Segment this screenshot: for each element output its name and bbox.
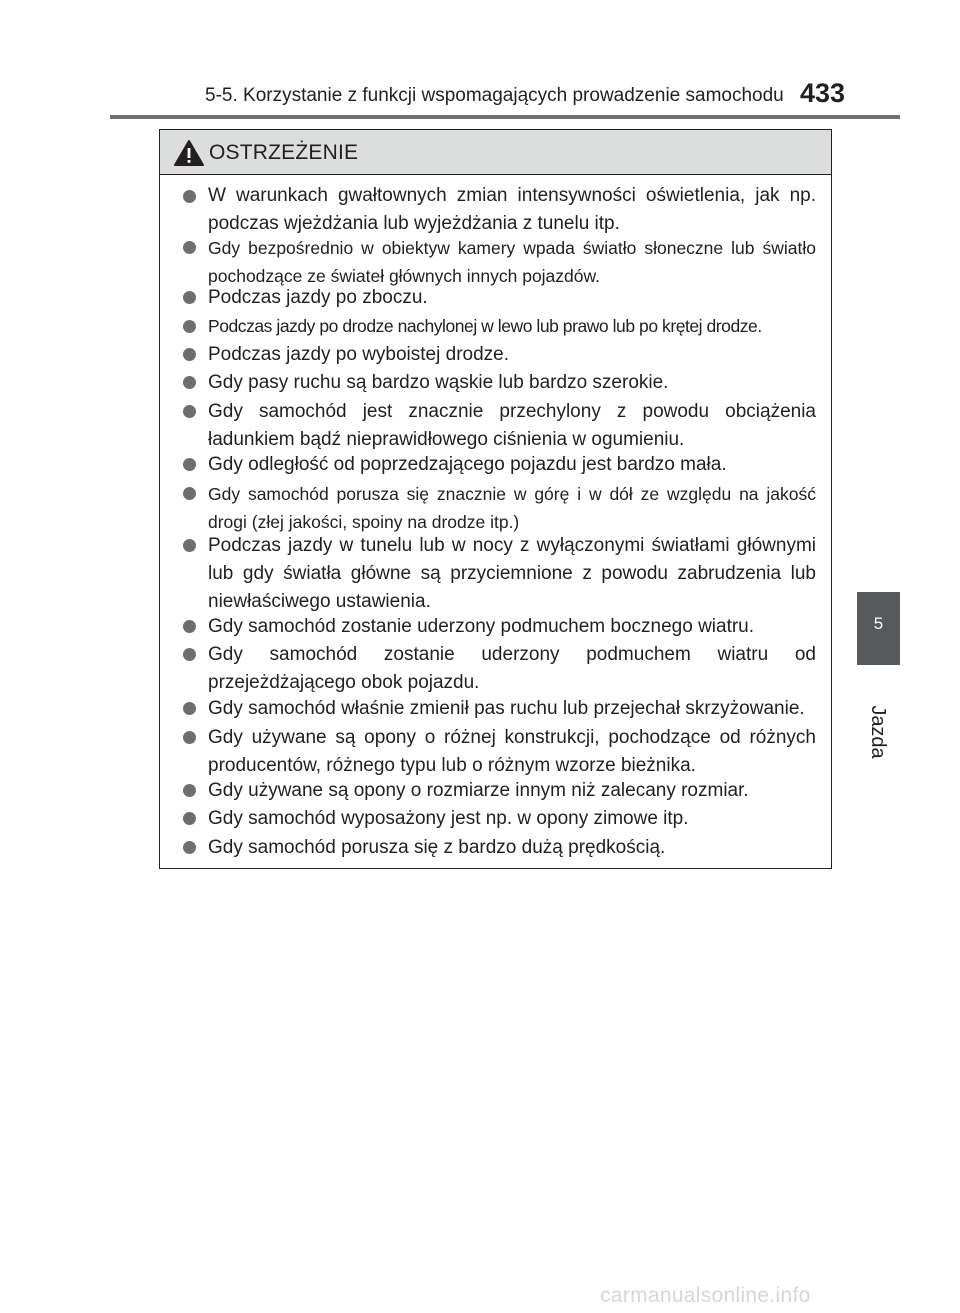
- header-divider: [110, 115, 900, 119]
- page-number: 433: [800, 78, 846, 108]
- warning-title: OSTRZEŻENIE: [209, 141, 359, 164]
- chapter-label-text: Jazda: [867, 705, 889, 759]
- list-item: Gdy pasy ruchu są bardzo wąskie lub bardzo szerokie.: [208, 372, 669, 393]
- list-item: Gdy samochód porusza się z bardzo dużą prędkością.: [208, 837, 666, 858]
- warning-box: [159, 129, 832, 869]
- bullet-icon: [183, 320, 196, 333]
- bullet-icon: [183, 190, 196, 203]
- list-item: Gdy samochód zostanie uderzony podmuchem bocznego wiatru.: [208, 616, 755, 637]
- warning-triangle-icon: [173, 139, 205, 167]
- bullet-icon: [183, 241, 196, 254]
- bullet-icon: [183, 620, 196, 633]
- list-item: Gdy samochód porusza się znacznie w górę i w dół ze względu na jakość drogi (złej jakości, spoiny na drodze itp.): [208, 484, 816, 532]
- list-item: Gdy bezpośrednio w obiektyw kamery wpada światło słoneczne lub światło pochodzące ze świateł głównych innych pojazdów.: [208, 238, 816, 286]
- list-item: Podczas jazdy w tunelu lub w nocy z wyłączonymi światłami głównymi lub gdy światła główne są przyciemnione z powodu zabrudzenia lub niewłaściwego ustawienia.: [208, 535, 816, 612]
- chapter-label: [864, 692, 892, 772]
- watermark: carmanualsonline.info: [600, 1284, 811, 1307]
- bullet-icon: [183, 376, 196, 389]
- chapter-number: 5: [873, 614, 884, 633]
- bullet-icon: [183, 702, 196, 715]
- chapter-tab[interactable]: [857, 592, 900, 665]
- list-item: Gdy używane są opony o rozmiarze innym niż zalecany rozmiar.: [208, 780, 749, 801]
- list-item: W warunkach gwałtownych zmian intensywności oświetlenia, jak np. podczas wjeżdżania lub wyjeżdżania z tunelu itp.: [208, 185, 816, 234]
- bullet-icon: [183, 539, 196, 552]
- list-item: Gdy używane są opony o różnej konstrukcji, pochodzące od różnych producentów, różnego typu lub o różnym wzorze bieżnika.: [208, 727, 816, 776]
- bullet-icon: [183, 841, 196, 854]
- section-title: 5-5. Korzystanie z funkcji wspomagających prowadzenie samochodu: [205, 85, 784, 106]
- warning-header: [160, 130, 831, 175]
- bullet-icon: [183, 348, 196, 361]
- list-item: Podczas jazdy po drodze nachylonej w lewo lub prawo lub po krętej drodze.: [208, 316, 762, 336]
- bullet-icon: [183, 458, 196, 471]
- bullet-icon: [183, 405, 196, 418]
- list-item: Gdy samochód jest znacznie przechylony z powodu obciążenia ładunkiem bądź nieprawidłowego ciśnienia w ogumieniu.: [208, 401, 816, 450]
- list-item: Podczas jazdy po wyboistej drodze.: [208, 344, 509, 365]
- list-item: Gdy samochód właśnie zmienił pas ruchu lub przejechał skrzyżowanie.: [208, 698, 805, 719]
- list-item: Podczas jazdy po zboczu.: [208, 287, 428, 308]
- list-item: Gdy samochód zostanie uderzony podmuchem wiatru od przejeżdżającego obok pojazdu.: [208, 644, 816, 693]
- bullet-icon: [183, 648, 196, 661]
- list-item: Gdy odległość od poprzedzającego pojazdu jest bardzo mała.: [208, 454, 727, 475]
- bullet-icon: [183, 487, 196, 500]
- list-item: Gdy samochód wyposażony jest np. w opony zimowe itp.: [208, 808, 689, 829]
- bullet-icon: [183, 731, 196, 744]
- bullet-icon: [183, 784, 196, 797]
- bullet-icon: [183, 291, 196, 304]
- bullet-icon: [183, 812, 196, 825]
